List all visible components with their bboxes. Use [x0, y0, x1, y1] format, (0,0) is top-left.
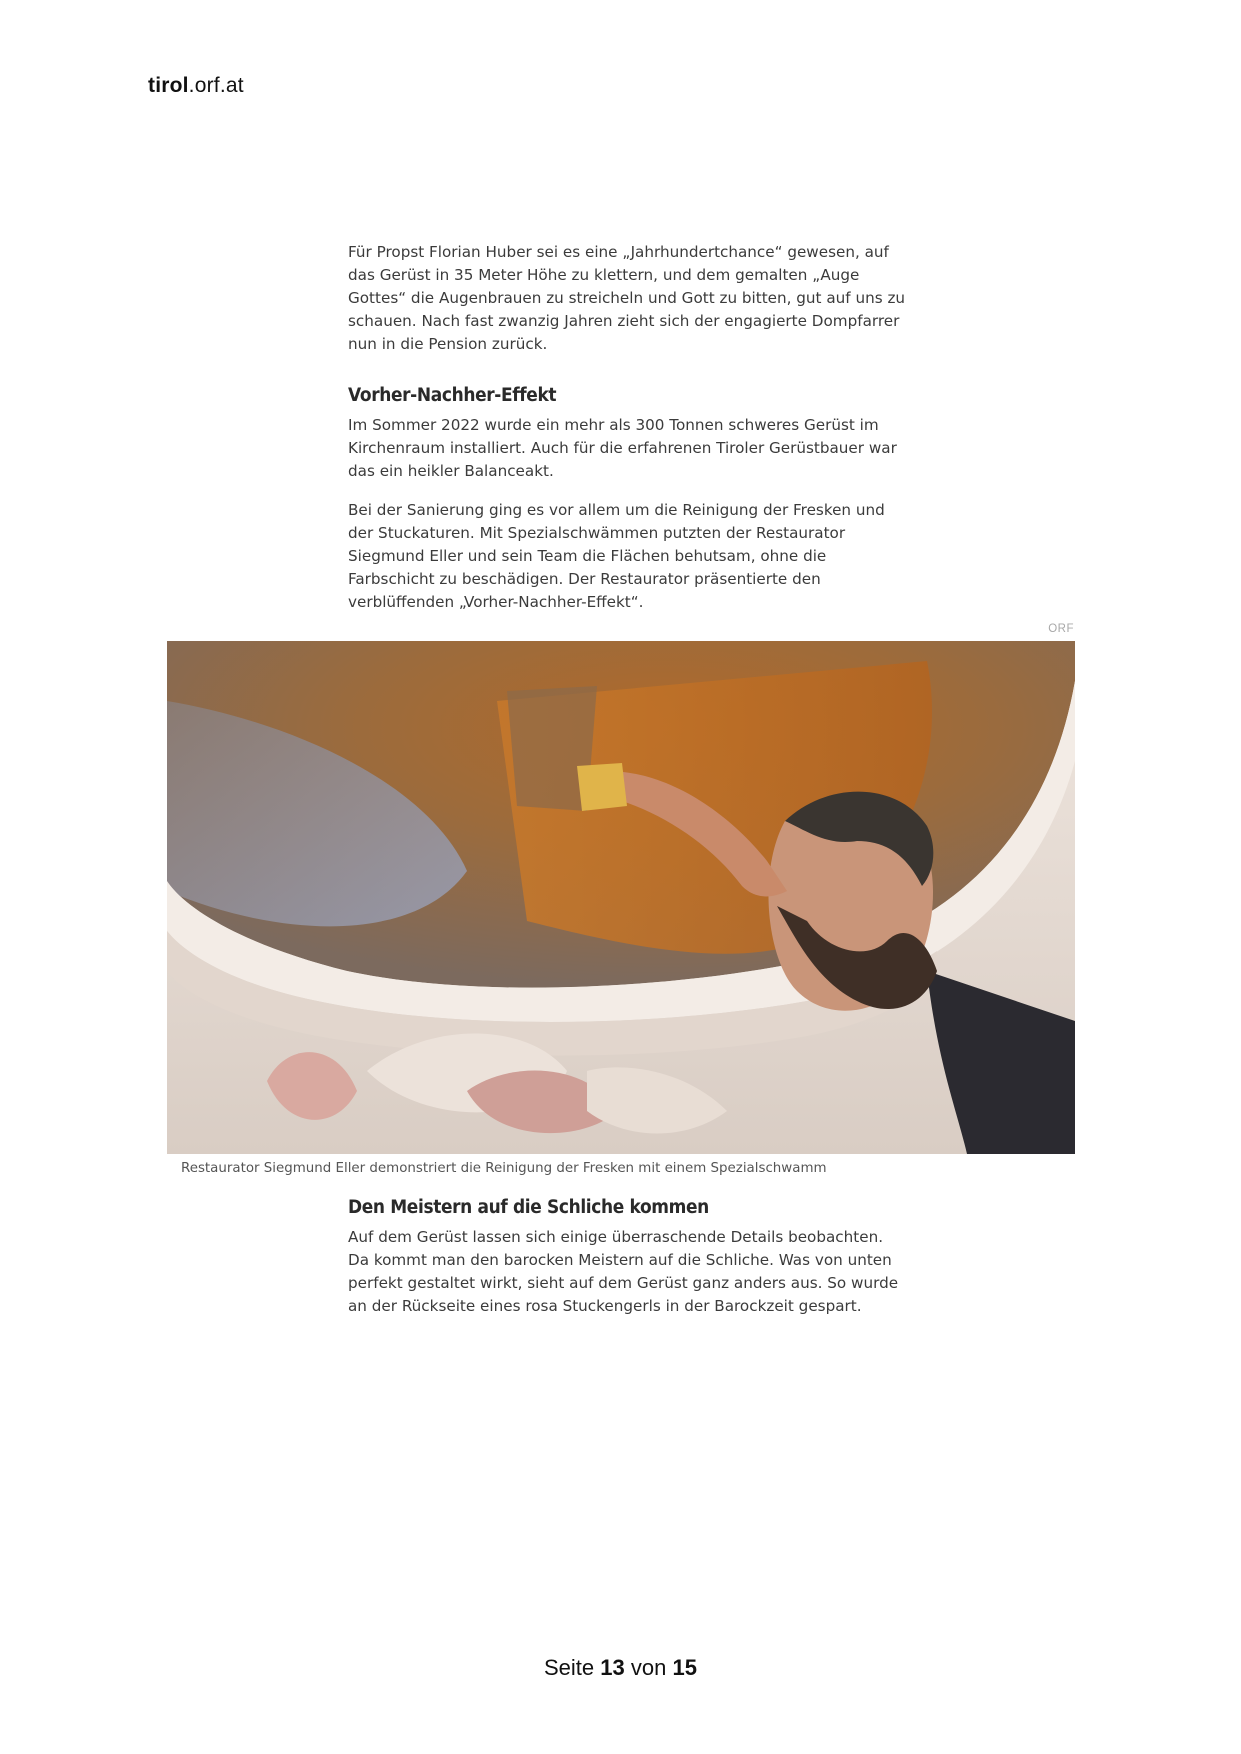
- current-page-number: 13: [600, 1655, 625, 1680]
- image-caption: Restaurator Siegmund Eller demonstriert die Reinigung der Fresken mit einem Spezialschwamm: [181, 1161, 827, 1176]
- section-paragraph: Auf dem Gerüst lassen sich einige überraschende Details beobachten. Da kommt man den barocken Meistern auf die Schliche. Was von unten perfekt gestaltet wirkt, sieht auf dem Gerüst ganz anders aus. So wurde an der Rückseite eines rosa Stuckengerls in der Barockzeit gespart.: [348, 1228, 899, 1315]
- section-heading: Vorher-Nachher-Effekt: [348, 385, 557, 406]
- article-photo: [167, 641, 1075, 1154]
- section-heading: Den Meistern auf die Schliche kommen: [348, 1197, 709, 1218]
- section-vorher-nachher: [348, 384, 908, 614]
- section-paragraph: Im Sommer 2022 wurde ein mehr als 300 Tonnen schweres Gerüst im Kirchenraum installiert. Auch für die erfahrenen Tiroler Gerüstbauer war das ein heikler Balanceakt.: [348, 416, 897, 480]
- page-footer: [0, 1655, 1241, 1681]
- total-pages-number: 15: [672, 1655, 697, 1680]
- site-name-bold: tirol: [148, 74, 189, 97]
- intro-paragraph: Für Propst Florian Huber sei es eine „Jahrhundertchance“ gewesen, auf das Gerüst in 35 Meter Höhe zu klettern, und dem gemalten „Auge Gottes“ die Augenbrauen zu streicheln und Gott zu bitten, gut auf uns zu schauen. Nach fast zwanzig Jahren zieht sich der engagierte Dompfarrer nun in die Pension zurück.: [348, 243, 906, 353]
- page-label: Seite: [544, 1655, 595, 1680]
- intro-block: [348, 241, 908, 356]
- site-header: [148, 74, 244, 98]
- restorer-cleaning-fresco-image: [167, 641, 1075, 1154]
- site-name-domain: .orf.at: [188, 74, 244, 97]
- section-meistern: [348, 1196, 908, 1318]
- image-credit: ORF: [1048, 623, 1074, 635]
- section-paragraph: Bei der Sanierung ging es vor allem um die Reinigung der Fresken und der Stuckaturen. Mit Spezialschwämmen putzten der Restaurator Siegmund Eller und sein Team die Flächen behutsam, ohne die Farbschicht zu beschädigen. Der Restaurator präsentierte den verblüffenden „Vorher-Nachher-Effekt“.: [348, 501, 885, 611]
- page-separator: von: [630, 1655, 667, 1680]
